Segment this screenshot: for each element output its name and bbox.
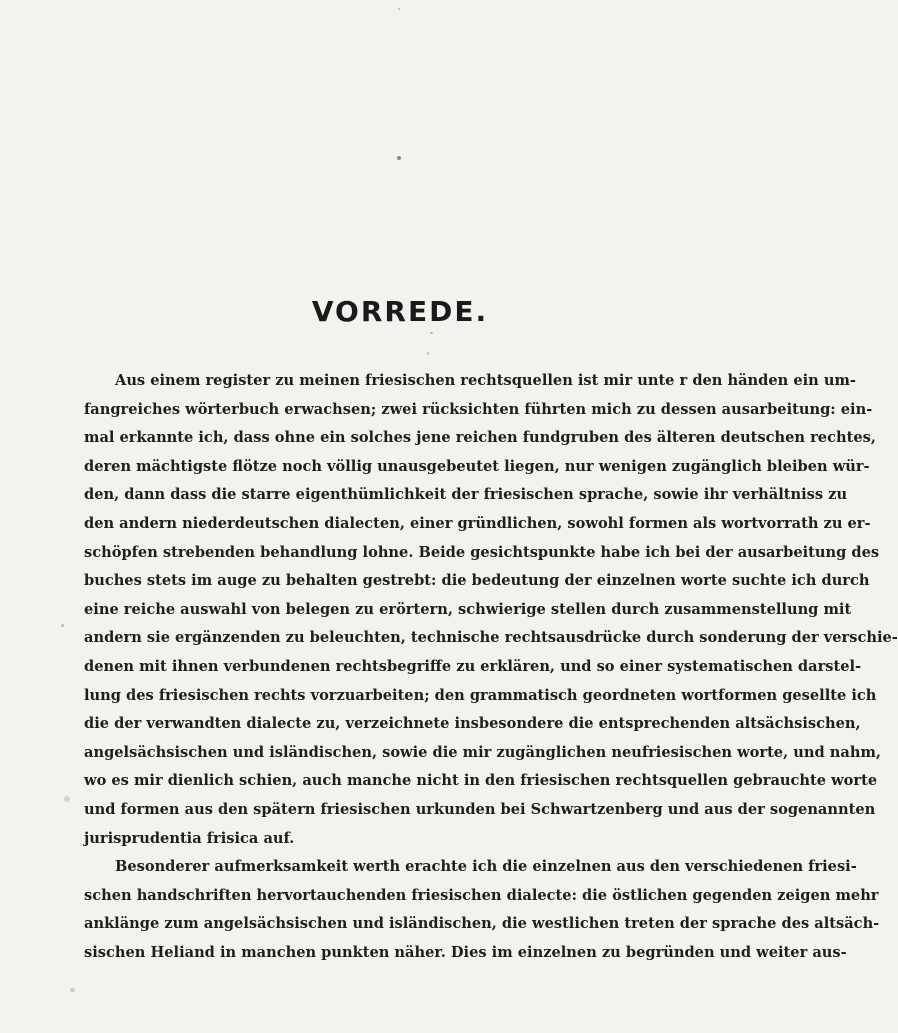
text-line: fangreiches wörterbuch erwachsen; zwei rücksichten führten mich zu dessen ausarbeitung: ein-	[84, 400, 873, 418]
text-line: lung des friesischen rechts vorzuarbeiten; den grammatisch geordneten wortformen gesellte ich	[84, 686, 877, 704]
text-line: die der verwandten dialecte zu, verzeichnete insbesondere die entsprechenden altsächsischen,	[84, 715, 861, 733]
text-line: den, dann dass die starre eigenthümlichkeit der friesischen sprache, sowie ihr verhältniss zu	[84, 486, 848, 504]
paper-speck	[397, 156, 401, 160]
text-line: Besonderer aufmerksamkeit werth erachte ich die einzelnen aus den verschiedenen friesi-	[115, 858, 857, 876]
text-line: wo es mir dienlich schien, auch manche nicht in den friesischen rechtsquellen gebrauchte worte	[84, 772, 878, 790]
paper-speck	[61, 624, 64, 627]
body-text	[84, 367, 898, 967]
text-line: denen mit ihnen verbundenen rechtsbegriffe zu erklären, und so einer systematischen darstel-	[84, 657, 862, 675]
text-line: schöpfen strebenden behandlung lohne. Beide gesichtspunkte habe ich bei der ausarbeitung des	[84, 543, 880, 561]
text-line: sischen Heliand in manchen punkten näher. Dies im einzelnen zu begründen und weiter aus-	[84, 943, 847, 961]
text-line: andern sie ergänzenden zu beleuchten, technische rechtsausdrücke durch sonderung der verschie-	[84, 629, 898, 647]
page-title: VORREDE.	[311, 295, 489, 328]
paragraph	[84, 367, 898, 853]
paper-speck	[64, 796, 70, 802]
text-line: mal erkannte ich, dass ohne ein solches jene reichen fundgruben des älteren deutschen rechtes,	[84, 429, 876, 447]
text-line: angelsächsischen und isländischen, sowie die mir zugänglichen neufriesischen worte, und nahm,	[84, 743, 881, 761]
text-line: jurisprudentia frisica auf.	[84, 829, 295, 847]
text-line: Aus einem register zu meinen friesischen rechtsquellen ist mir unte r den händen ein um-	[115, 372, 856, 389]
text-line: eine reiche auswahl von belegen zu erörtern, schwierige stellen durch zusammenstellung mit	[84, 600, 852, 618]
text-line: buches stets im auge zu behalten gestrebt: die bedeutung der einzelnen worte suchte ich durch	[84, 572, 870, 590]
paper-speck	[398, 8, 400, 10]
text-line: deren mächtigste flötze noch völlig unausgebeutet liegen, nur wenigen zugänglich bleiben wür-	[84, 457, 870, 475]
text-line: den andern niederdeutschen dialecten, einer gründlichen, sowohl formen als wortvorrath zu er-	[84, 514, 871, 532]
paragraph	[84, 853, 880, 967]
paper-speck	[70, 988, 75, 992]
text-line: anklänge zum angelsächsischen und isländischen, die westlichen treten der sprache des altsäch-	[84, 915, 880, 933]
text-line: schen handschriften hervortauchenden friesischen dialecte: die östlichen gegenden zeigen mehr	[84, 886, 879, 904]
paper-speck	[427, 352, 429, 355]
text-line: und formen aus den spätern friesischen urkunden bei Schwartzenberg und aus der sogenannten	[84, 800, 876, 818]
paper-speck	[430, 332, 433, 334]
